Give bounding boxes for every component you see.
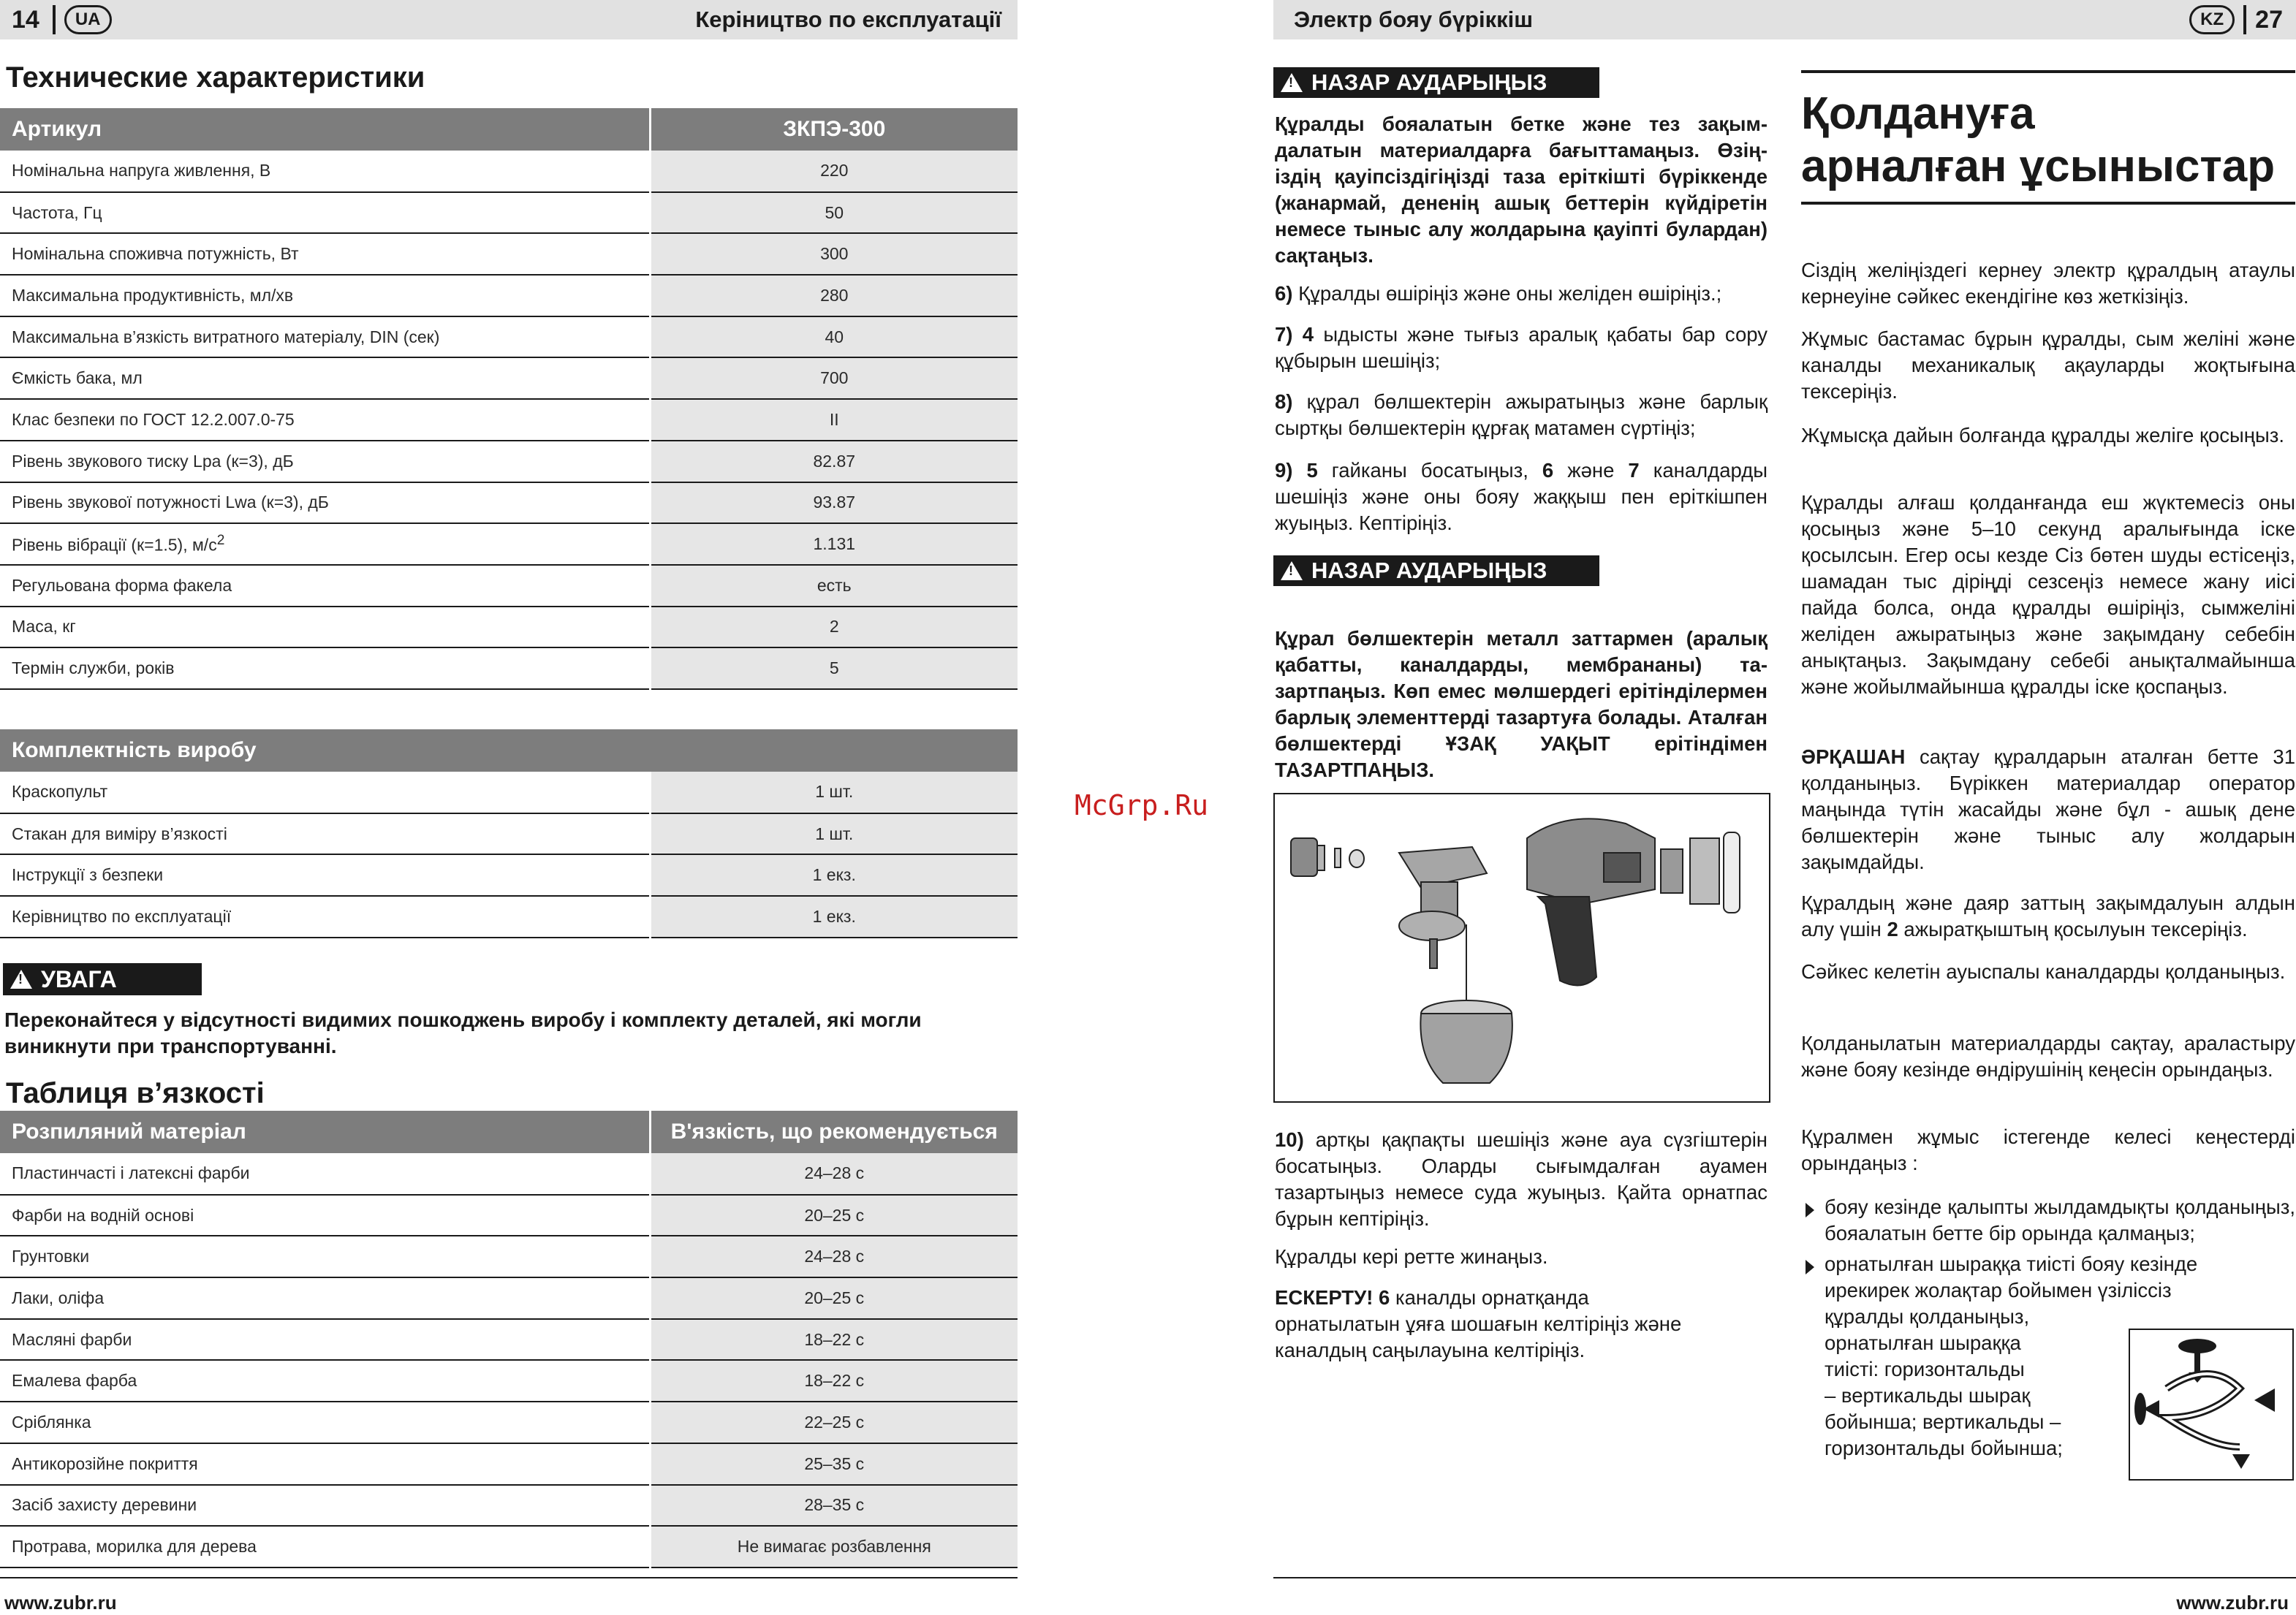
table-row <box>0 1195 1018 1236</box>
warning-banner-uvaga <box>3 963 202 995</box>
step-number: 6) <box>1275 282 1293 305</box>
spec-label: Клас безпеки по ГОСТ 12.2.007.0-75 <box>0 399 650 441</box>
spec-label: Максимальна продуктивність, мл/хв <box>0 275 650 316</box>
rec-9: Құралмен жұмыс істегенде келесі кеңестерді орындаңыз : <box>1801 1125 2295 1174</box>
bullet-line: ирекирек жолақтар бойымен үзіліссіз <box>1825 1279 2172 1302</box>
rec-3: Жұмысқа дайын болғанда құралды желіге қосыңыз. <box>1801 424 2285 446</box>
rec-2: Жұмыс бастамас бұрын құралды, сым желіні және каналды механикалық ақауларды жоқтығына тексеріңіз. <box>1801 327 2295 403</box>
table-row <box>0 1485 1018 1527</box>
spec-label-vibration <box>0 523 650 565</box>
uvaga-text: Переконайтеся у відсутності видимих пошкоджень виробу і комплекту деталей, які могли виникнути при транспортуванні. <box>4 1008 922 1057</box>
table-row <box>0 1443 1018 1485</box>
footer-url-left[interactable]: www.zubr.ru <box>4 1592 117 1614</box>
rec-7: Сәйкес келетін ауыспалы каналдарды қолданыңыз. <box>1801 960 2286 983</box>
zigzag-pattern-icon <box>2130 1330 2292 1479</box>
language-badge-ua: UA <box>64 5 112 34</box>
step-8 <box>1275 389 1768 441</box>
table-row <box>0 854 1018 896</box>
warning-1-text: Құралды бояалатын бетке және тез зақымдалатын материалдарға бағыттамаңыз. Өзіңіздің қауіпсіздігіңізді таза еріткішті бүріккенде (жанармай, дененің ашық беттерін күйдіретін немесе тыныс алу жолдарына қауіпті булардан) сақтаңыз. <box>1275 113 1768 267</box>
table-row <box>0 1319 1018 1361</box>
spec-label: Рівень звукового тиску Lpa (к=3), дБ <box>0 441 650 482</box>
rec-5 <box>1801 744 2295 875</box>
title-line: арналған ұсыныстар <box>1801 141 2276 191</box>
bullet-line: бойынша; вертикальды – <box>1825 1410 2061 1433</box>
note-label: ЕСКЕРТУ! 6 <box>1275 1286 1390 1309</box>
table-row <box>0 1402 1018 1443</box>
header-separator <box>2243 5 2246 34</box>
spec-value: 1.131 <box>650 523 1018 565</box>
viscosity-value: 18–22 с <box>650 1319 1018 1361</box>
step-number: 8) <box>1275 390 1293 413</box>
step-text: және <box>1553 459 1629 482</box>
kit-qty: 1 екз. <box>650 896 1018 938</box>
step-text: каналдарды шешіңіз және оны бояу жаққыш пен еріткішпен жуыңыз. Кептіріңіз. <box>1275 459 1768 534</box>
table-row <box>0 1153 1018 1195</box>
rec-1: Сіздің желіңіздегі кернеу электр құралдың атаулы кернеуіне сәйкес екендігіне көз жеткізіңіз. <box>1801 259 2295 308</box>
step-text: ыдысты және тығыз аралық қабаты бар сору құбырын шешіңіз; <box>1275 323 1768 372</box>
material: Фарби на водній основі <box>0 1195 650 1236</box>
material: Лаки, оліфа <box>0 1277 650 1319</box>
kit-table <box>0 729 1018 938</box>
material: Антикорозійне покриття <box>0 1443 650 1485</box>
step-10 <box>1275 1127 1768 1232</box>
viscosity-value: 28–35 с <box>650 1485 1018 1527</box>
switch-ref: 2 <box>1887 918 1898 940</box>
kit-item: Керівництво по експлуатації <box>0 896 650 938</box>
viscosity-value: 18–22 с <box>650 1360 1018 1402</box>
table-header-row <box>0 108 1018 151</box>
reassemble-text: Құралды кері ретте жинаңыз. <box>1275 1245 1548 1268</box>
bullet-line: тиісті: горизонтальды <box>1825 1358 2025 1380</box>
kit-title: Комплектність виробу <box>0 729 1018 772</box>
table-row <box>0 813 1018 855</box>
rec-text: ажыратқыштың қосылуын тексеріңіз. <box>1898 918 2248 940</box>
bullet-line: горизонтальды бойынша; <box>1825 1437 2063 1459</box>
exploded-view-illustration <box>1273 793 1770 1103</box>
specs-col2-header: ЗКПЭ-300 <box>650 108 1018 151</box>
step-6 <box>1275 281 1768 307</box>
table-row <box>0 647 1018 689</box>
bullet-arrow-icon <box>1806 1203 1814 1217</box>
material: Масляні фарби <box>0 1319 650 1361</box>
step-number: 10) <box>1275 1128 1304 1151</box>
header-separator <box>53 5 56 34</box>
table-header-row <box>0 1111 1018 1153</box>
step-9 <box>1275 457 1768 536</box>
table-row <box>0 1236 1018 1277</box>
viscosity-col2-header: В'язкість, що рекомендується <box>650 1111 1018 1153</box>
spec-value: 50 <box>650 192 1018 234</box>
watermark: McGrp.Ru <box>1075 789 1209 821</box>
title-bottom-rule <box>1801 202 2295 205</box>
rec-8: Қолданылатын материалдарды сақтау, араластыру және бояу кезінде өндірушінің кеңесін орындаңыз. <box>1801 1032 2295 1081</box>
note-body: каналды орнатқанда орнатылатын ұяға шошағын келтіріңіз және каналдың саңылауына келтіріңіз. <box>1275 1286 1682 1361</box>
kit-qty: 1 шт. <box>650 813 1018 855</box>
title-top-rule <box>1801 70 2295 73</box>
kit-qty: 1 шт. <box>650 772 1018 813</box>
warning-banner-1 <box>1273 67 1599 98</box>
bullet-line: орнатылған шыраққа тиісті бояу кезінде <box>1825 1253 2198 1275</box>
step-7 <box>1275 322 1768 374</box>
warning-2-text: Құрал бөлшектерін металл заттармен (аралық қабатты, каналдарды, мембрананы) тазартпаңыз. Көп емес мөлшердегі ерітінділермен барлық элементтерді тазартуға болады. Аталған бөлшектерді ҰЗАҚ УАҚЫТ ерітіндімен ТАЗАРТПАҢЫЗ. <box>1275 627 1768 781</box>
step-number: 7) 4 <box>1275 323 1314 346</box>
warning-label: НАЗАР АУДАРЫҢЫЗ <box>1311 558 1547 583</box>
table-row <box>0 565 1018 607</box>
table-row <box>0 441 1018 482</box>
kit-item: Стакан для виміру в’язкості <box>0 813 650 855</box>
bullet-line: – вертикальды шырақ <box>1825 1384 2031 1407</box>
spec-value: 220 <box>650 151 1018 192</box>
table-row <box>0 233 1018 275</box>
material: Сріблянка <box>0 1402 650 1443</box>
right-header-title: Электр бояу бүріккіш <box>1294 7 1534 32</box>
spec-value: 5 <box>650 647 1018 689</box>
table-row <box>0 482 1018 524</box>
material: Пластинчасті і латексні фарби <box>0 1153 650 1195</box>
viscosity-value: Не вимагає розбавлення <box>650 1526 1018 1568</box>
rec-6 <box>1801 890 2295 943</box>
warning-label: НАЗАР АУДАРЫҢЫЗ <box>1311 69 1547 95</box>
spec-value: 700 <box>650 357 1018 399</box>
spec-label: Номінальна напруга живлення, В <box>0 151 650 192</box>
spec-label: Ємкість бака, мл <box>0 357 650 399</box>
left-page-number: 14 <box>12 5 39 34</box>
specs-col1-header: Артикул <box>0 108 650 151</box>
spec-value: 40 <box>650 316 1018 358</box>
viscosity-value: 24–28 с <box>650 1153 1018 1195</box>
right-page-number: 27 <box>2255 5 2283 34</box>
spec-value: II <box>650 399 1018 441</box>
spec-value: есть <box>650 565 1018 607</box>
spec-label: Маса, кг <box>0 607 650 648</box>
rear-cover-filter <box>1661 832 1740 913</box>
table-header-row <box>0 729 1018 772</box>
spec-value: 82.87 <box>650 441 1018 482</box>
spec-label: Термін служби, років <box>0 647 650 689</box>
title-line: Қолдануға <box>1801 88 2035 139</box>
step-ref: 6 <box>1542 459 1554 482</box>
material: Засіб захисту деревини <box>0 1485 650 1527</box>
motor-housing <box>1527 818 1655 985</box>
spray-gun-parts-drawing <box>1275 794 1769 1101</box>
spray-pattern-pictogram <box>2129 1329 2294 1481</box>
note-text <box>1275 1285 1694 1364</box>
step-ref: 7 <box>1628 459 1640 482</box>
spec-label: Рівень звукової потужності Lwa (к=3), дБ <box>0 482 650 524</box>
kit-qty: 1 екз. <box>650 854 1018 896</box>
footer-rule <box>1273 1577 2296 1578</box>
viscosity-table <box>0 1111 1018 1568</box>
spec-label: Регульована форма факела <box>0 565 650 607</box>
spec-value: 93.87 <box>650 482 1018 524</box>
right-page-header <box>1273 0 2296 39</box>
spec-label: Максимальна в’язкість витратного матеріалу, DIN (сек) <box>0 316 650 358</box>
step-number: 9) 5 <box>1275 459 1318 482</box>
left-header-title: Керіництво по експлуатації <box>695 7 1001 32</box>
rec-text: сақтау құралдарын аталған бетте 31 қолданыңыз. Бүріккен материалдар оператор маңында түтін жасайды және бұл - ашық дене бөлшектерін және тыныс алу жолдарын зақымдайды. <box>1801 745 2295 873</box>
table-row <box>0 772 1018 813</box>
warning-icon <box>1281 561 1303 580</box>
table-row <box>0 275 1018 316</box>
specs-table <box>0 108 1018 690</box>
material: Емалева фарба <box>0 1360 650 1402</box>
table-row <box>0 151 1018 192</box>
table-row <box>0 192 1018 234</box>
viscosity-value: 20–25 с <box>650 1277 1018 1319</box>
step-text: Құралды өшіріңіз және оны желіден өшіріңіз.; <box>1292 282 1722 305</box>
spec-value: 2 <box>650 607 1018 648</box>
spec-value: 300 <box>650 233 1018 275</box>
table-row <box>0 1360 1018 1402</box>
bullet-line: орнатылған шыраққа <box>1825 1331 2021 1354</box>
footer-url-right[interactable]: www.zubr.ru <box>2176 1592 2289 1614</box>
step-text: құрал бөлшектерін ажыратыңыз және барлық сыртқы бөлшектерін құрғақ матамен сүртіңіз; <box>1275 390 1768 439</box>
nozzle-parts <box>1291 838 1364 876</box>
material: Протрава, морилка для дерева <box>0 1526 650 1568</box>
spec-label-text: Рівень вібрації (к=1.5), м/с <box>12 535 217 555</box>
warning-banner-2 <box>1273 555 1599 586</box>
emphasis-label: ӘРҚАШАН <box>1801 745 1906 768</box>
table-row <box>0 316 1018 358</box>
rec-4: Құралды алғаш қолданғанда еш жүктемесіз оны қосыңыз және 5–10 секунд аралығында іске қосылсын. Егер осы кезде Сіз бөтен шуды естісеңіз, шамадан тыс діріңді сезсеңіз немесе жану иісі пайда болса, онда құралды өшіріңіз, сымжеліні желіден ажыратыңыз және зақымдану себебін анықтаңыз. Зақымдану себебі анықталмайынша және жойылмайынша құралды іске қоспаңыз. <box>1801 491 2295 698</box>
viscosity-col1-header: Розпиляний матеріал <box>0 1111 650 1153</box>
warning-label: УВАГА <box>41 965 117 992</box>
warning-icon <box>10 970 32 989</box>
bullet-line: құралды қолданыңыз, <box>1825 1305 2030 1328</box>
viscosity-value: 22–25 с <box>650 1402 1018 1443</box>
viscosity-value: 25–35 с <box>650 1443 1018 1485</box>
table-row <box>0 523 1018 565</box>
left-page-header <box>0 0 1018 39</box>
step-text: артқы қақпақты шешіңіз және ауа сүзгіштерін босатыңыз. Оларды сығымдалған ауамен тазартыңыз немесе суда жуыңыз. Қайта орнатпас бұрын кептіріңіз. <box>1275 1128 1768 1230</box>
bullet-arrow-icon <box>1806 1260 1814 1274</box>
warning-icon <box>1281 73 1303 92</box>
rec-text: Құралдың және даяр заттың зақымдалуын алдын алу үшін <box>1801 892 2295 940</box>
material: Грунтовки <box>0 1236 650 1277</box>
viscosity-value: 24–28 с <box>650 1236 1018 1277</box>
specs-section-title: Технические характеристики <box>6 61 425 94</box>
table-row <box>0 1277 1018 1319</box>
kit-item: Краскопульт <box>0 772 650 813</box>
table-row <box>0 357 1018 399</box>
spec-label: Номінальна споживча потужність, Вт <box>0 233 650 275</box>
table-row <box>0 1526 1018 1568</box>
footer-rule <box>0 1577 1018 1578</box>
table-row <box>0 896 1018 938</box>
viscosity-value: 20–25 с <box>650 1195 1018 1236</box>
spray-head <box>1399 847 1487 968</box>
language-badge-kz: KZ <box>2189 5 2235 34</box>
spec-value: 280 <box>650 275 1018 316</box>
recommendations-title <box>1801 88 2275 193</box>
bullet-1: бояу кезінде қалыпты жылдамдықты қолданыңыз, бояалатын бетте бір орында қалмаңыз; <box>1825 1196 2295 1244</box>
viscosity-section-title: Таблиця в’язкості <box>6 1077 265 1109</box>
step-text: гайканы босатыңыз, <box>1317 459 1542 482</box>
spec-label: Частота, Гц <box>0 192 650 234</box>
table-row <box>0 399 1018 441</box>
table-row <box>0 607 1018 648</box>
kit-item: Інструкції з безпеки <box>0 854 650 896</box>
superscript: 2 <box>216 533 225 549</box>
